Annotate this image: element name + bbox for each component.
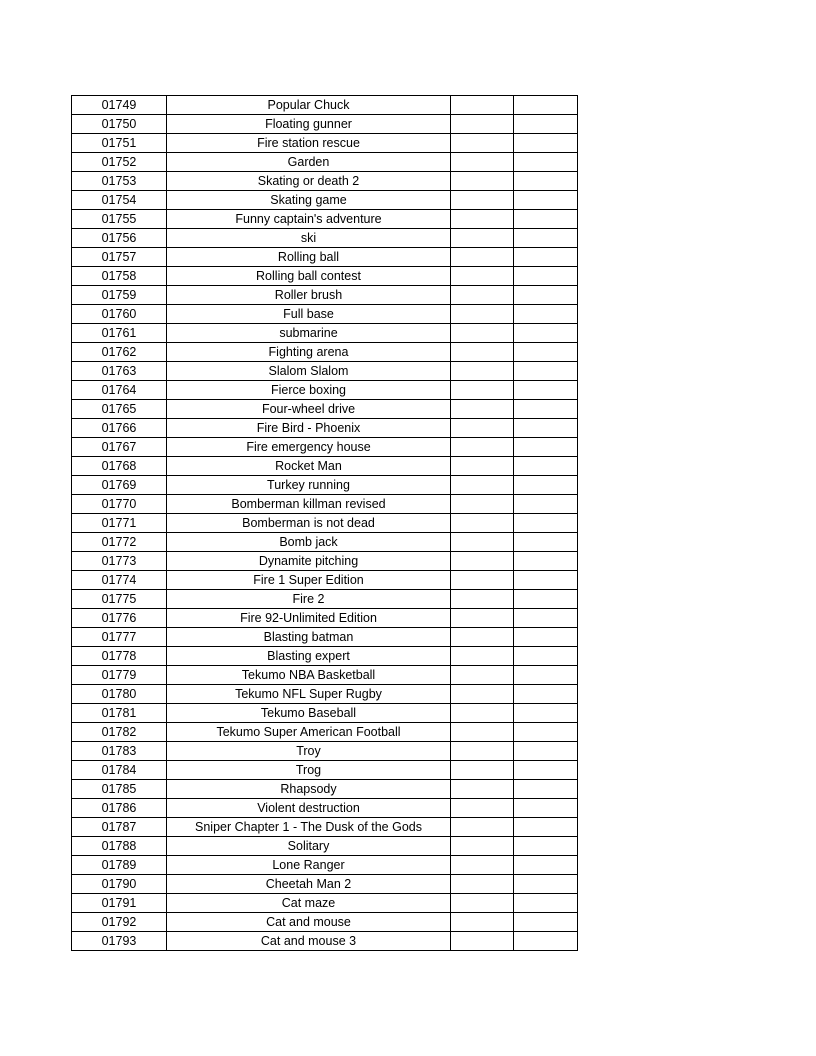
empty-cell — [514, 609, 578, 628]
game-title-cell: Full base — [167, 305, 451, 324]
game-title-cell: Funny captain's adventure — [167, 210, 451, 229]
table-row — [72, 799, 578, 818]
game-id-cell: 01757 — [72, 248, 167, 267]
empty-cell — [514, 457, 578, 476]
empty-cell — [514, 932, 578, 951]
table-row — [72, 362, 578, 381]
game-title-cell: Blasting expert — [167, 647, 451, 666]
game-title-cell: Fighting arena — [167, 343, 451, 362]
game-id-cell: 01761 — [72, 324, 167, 343]
empty-cell — [514, 400, 578, 419]
table-row — [72, 913, 578, 932]
game-id-cell: 01750 — [72, 115, 167, 134]
table-row — [72, 514, 578, 533]
empty-cell — [514, 894, 578, 913]
empty-cell — [451, 495, 514, 514]
empty-cell — [451, 704, 514, 723]
table-row — [72, 495, 578, 514]
empty-cell — [451, 343, 514, 362]
game-title-cell: Fire 2 — [167, 590, 451, 609]
game-id-cell: 01777 — [72, 628, 167, 647]
table-row — [72, 248, 578, 267]
empty-cell — [451, 628, 514, 647]
empty-cell — [451, 229, 514, 248]
table-row — [72, 609, 578, 628]
empty-cell — [514, 837, 578, 856]
game-id-cell: 01755 — [72, 210, 167, 229]
game-title-cell: Cat maze — [167, 894, 451, 913]
empty-cell — [514, 818, 578, 837]
game-title-cell: Cat and mouse — [167, 913, 451, 932]
table-row — [72, 400, 578, 419]
empty-cell — [451, 590, 514, 609]
empty-cell — [451, 267, 514, 286]
table-row — [72, 533, 578, 552]
game-title-cell: Fire 92-Unlimited Edition — [167, 609, 451, 628]
empty-cell — [514, 685, 578, 704]
game-id-cell: 01790 — [72, 875, 167, 894]
table-row — [72, 191, 578, 210]
game-id-cell: 01787 — [72, 818, 167, 837]
table-row — [72, 628, 578, 647]
game-id-cell: 01789 — [72, 856, 167, 875]
empty-cell — [514, 590, 578, 609]
game-id-cell: 01764 — [72, 381, 167, 400]
empty-cell — [451, 780, 514, 799]
empty-cell — [451, 305, 514, 324]
empty-cell — [451, 172, 514, 191]
empty-cell — [514, 761, 578, 780]
table-row — [72, 134, 578, 153]
game-id-cell: 01763 — [72, 362, 167, 381]
table-row — [72, 96, 578, 115]
game-title-cell: Fire 1 Super Edition — [167, 571, 451, 590]
game-list-body — [72, 96, 578, 951]
empty-cell — [514, 666, 578, 685]
table-row — [72, 267, 578, 286]
empty-cell — [514, 419, 578, 438]
empty-cell — [514, 172, 578, 191]
empty-cell — [451, 571, 514, 590]
empty-cell — [451, 324, 514, 343]
game-title-cell: Violent destruction — [167, 799, 451, 818]
table-row — [72, 172, 578, 191]
empty-cell — [514, 153, 578, 172]
table-row — [72, 229, 578, 248]
empty-cell — [451, 875, 514, 894]
empty-cell — [451, 400, 514, 419]
empty-cell — [451, 134, 514, 153]
empty-cell — [451, 115, 514, 134]
table-row — [72, 381, 578, 400]
game-title-cell: Lone Ranger — [167, 856, 451, 875]
game-title-cell: Rolling ball contest — [167, 267, 451, 286]
game-title-cell: Fire emergency house — [167, 438, 451, 457]
table-row — [72, 894, 578, 913]
empty-cell — [514, 134, 578, 153]
table-row — [72, 153, 578, 172]
empty-cell — [451, 932, 514, 951]
game-title-cell: Solitary — [167, 837, 451, 856]
table-row — [72, 286, 578, 305]
empty-cell — [514, 780, 578, 799]
game-id-cell: 01751 — [72, 134, 167, 153]
game-id-cell: 01773 — [72, 552, 167, 571]
table-row — [72, 932, 578, 951]
game-id-cell: 01782 — [72, 723, 167, 742]
game-id-cell: 01765 — [72, 400, 167, 419]
game-id-cell: 01784 — [72, 761, 167, 780]
empty-cell — [451, 438, 514, 457]
game-title-cell: Tekumo NFL Super Rugby — [167, 685, 451, 704]
game-id-cell: 01779 — [72, 666, 167, 685]
empty-cell — [451, 685, 514, 704]
empty-cell — [451, 286, 514, 305]
game-id-cell: 01781 — [72, 704, 167, 723]
empty-cell — [514, 704, 578, 723]
empty-cell — [451, 913, 514, 932]
game-id-cell: 01783 — [72, 742, 167, 761]
empty-cell — [514, 324, 578, 343]
game-title-cell: Cheetah Man 2 — [167, 875, 451, 894]
empty-cell — [514, 856, 578, 875]
game-id-cell: 01774 — [72, 571, 167, 590]
game-id-cell: 01762 — [72, 343, 167, 362]
empty-cell — [451, 419, 514, 438]
empty-cell — [514, 267, 578, 286]
game-title-cell: Trog — [167, 761, 451, 780]
table-row — [72, 742, 578, 761]
empty-cell — [451, 666, 514, 685]
game-title-cell: Turkey running — [167, 476, 451, 495]
empty-cell — [451, 761, 514, 780]
game-id-cell: 01766 — [72, 419, 167, 438]
empty-cell — [514, 799, 578, 818]
table-row — [72, 115, 578, 134]
empty-cell — [451, 647, 514, 666]
table-row — [72, 875, 578, 894]
game-title-cell: Floating gunner — [167, 115, 451, 134]
empty-cell — [451, 362, 514, 381]
game-title-cell: Rocket Man — [167, 457, 451, 476]
game-title-cell: submarine — [167, 324, 451, 343]
game-id-cell: 01749 — [72, 96, 167, 115]
empty-cell — [514, 495, 578, 514]
game-id-cell: 01770 — [72, 495, 167, 514]
empty-cell — [451, 514, 514, 533]
empty-cell — [451, 856, 514, 875]
empty-cell — [451, 609, 514, 628]
empty-cell — [514, 305, 578, 324]
game-title-cell: Popular Chuck — [167, 96, 451, 115]
game-id-cell: 01760 — [72, 305, 167, 324]
game-id-cell: 01786 — [72, 799, 167, 818]
empty-cell — [451, 818, 514, 837]
empty-cell — [451, 837, 514, 856]
table-row — [72, 685, 578, 704]
table-row — [72, 210, 578, 229]
table-row — [72, 666, 578, 685]
game-title-cell: Bomberman is not dead — [167, 514, 451, 533]
table-row — [72, 704, 578, 723]
game-id-cell: 01791 — [72, 894, 167, 913]
game-title-cell: Fire Bird - Phoenix — [167, 419, 451, 438]
game-title-cell: Dynamite pitching — [167, 552, 451, 571]
game-id-cell: 01758 — [72, 267, 167, 286]
game-title-cell: Fierce boxing — [167, 381, 451, 400]
table-row — [72, 419, 578, 438]
game-id-cell: 01752 — [72, 153, 167, 172]
table-row — [72, 476, 578, 495]
game-id-cell: 01769 — [72, 476, 167, 495]
game-id-cell: 01767 — [72, 438, 167, 457]
empty-cell — [514, 115, 578, 134]
empty-cell — [451, 894, 514, 913]
table-row — [72, 457, 578, 476]
empty-cell — [451, 210, 514, 229]
game-title-cell: Roller brush — [167, 286, 451, 305]
empty-cell — [514, 438, 578, 457]
game-id-cell: 01772 — [72, 533, 167, 552]
game-title-cell: Skating game — [167, 191, 451, 210]
game-list-table — [71, 95, 578, 951]
empty-cell — [514, 191, 578, 210]
game-id-cell: 01754 — [72, 191, 167, 210]
game-id-cell: 01778 — [72, 647, 167, 666]
game-title-cell: Sniper Chapter 1 - The Dusk of the Gods — [167, 818, 451, 837]
empty-cell — [514, 210, 578, 229]
empty-cell — [514, 552, 578, 571]
empty-cell — [514, 362, 578, 381]
empty-cell — [451, 96, 514, 115]
empty-cell — [514, 96, 578, 115]
game-title-cell: Cat and mouse 3 — [167, 932, 451, 951]
game-title-cell: Tekumo Super American Football — [167, 723, 451, 742]
empty-cell — [451, 381, 514, 400]
empty-cell — [514, 742, 578, 761]
empty-cell — [514, 875, 578, 894]
game-id-cell: 01771 — [72, 514, 167, 533]
table-row — [72, 818, 578, 837]
game-id-cell: 01768 — [72, 457, 167, 476]
game-id-cell: 01776 — [72, 609, 167, 628]
game-title-cell: Rhapsody — [167, 780, 451, 799]
table-row — [72, 647, 578, 666]
table-row — [72, 856, 578, 875]
table-row — [72, 837, 578, 856]
empty-cell — [514, 286, 578, 305]
empty-cell — [451, 723, 514, 742]
empty-cell — [514, 514, 578, 533]
empty-cell — [451, 153, 514, 172]
table-row — [72, 305, 578, 324]
game-title-cell: Troy — [167, 742, 451, 761]
game-id-cell: 01785 — [72, 780, 167, 799]
table-row — [72, 590, 578, 609]
empty-cell — [451, 191, 514, 210]
game-title-cell: Fire station rescue — [167, 134, 451, 153]
empty-cell — [451, 476, 514, 495]
empty-cell — [514, 723, 578, 742]
table-row — [72, 761, 578, 780]
empty-cell — [514, 381, 578, 400]
game-id-cell: 01753 — [72, 172, 167, 191]
empty-cell — [514, 533, 578, 552]
empty-cell — [514, 628, 578, 647]
table-row — [72, 343, 578, 362]
empty-cell — [514, 647, 578, 666]
empty-cell — [514, 343, 578, 362]
empty-cell — [451, 533, 514, 552]
game-title-cell: Tekumo Baseball — [167, 704, 451, 723]
table-row — [72, 324, 578, 343]
game-title-cell: Skating or death 2 — [167, 172, 451, 191]
empty-cell — [514, 571, 578, 590]
empty-cell — [451, 742, 514, 761]
table-row — [72, 438, 578, 457]
empty-cell — [451, 248, 514, 267]
table-row — [72, 780, 578, 799]
game-title-cell: Tekumo NBA Basketball — [167, 666, 451, 685]
table-row — [72, 723, 578, 742]
game-id-cell: 01780 — [72, 685, 167, 704]
empty-cell — [451, 552, 514, 571]
game-id-cell: 01793 — [72, 932, 167, 951]
game-title-cell: Slalom Slalom — [167, 362, 451, 381]
empty-cell — [514, 229, 578, 248]
empty-cell — [451, 457, 514, 476]
empty-cell — [514, 913, 578, 932]
game-title-cell: Garden — [167, 153, 451, 172]
game-id-cell: 01756 — [72, 229, 167, 248]
game-id-cell: 01759 — [72, 286, 167, 305]
game-title-cell: ski — [167, 229, 451, 248]
game-id-cell: 01775 — [72, 590, 167, 609]
table-row — [72, 552, 578, 571]
game-title-cell: Four-wheel drive — [167, 400, 451, 419]
empty-cell — [451, 799, 514, 818]
game-title-cell: Bomb jack — [167, 533, 451, 552]
empty-cell — [514, 476, 578, 495]
game-title-cell: Blasting batman — [167, 628, 451, 647]
empty-cell — [514, 248, 578, 267]
game-title-cell: Bomberman killman revised — [167, 495, 451, 514]
game-id-cell: 01792 — [72, 913, 167, 932]
game-title-cell: Rolling ball — [167, 248, 451, 267]
game-id-cell: 01788 — [72, 837, 167, 856]
table-row — [72, 571, 578, 590]
